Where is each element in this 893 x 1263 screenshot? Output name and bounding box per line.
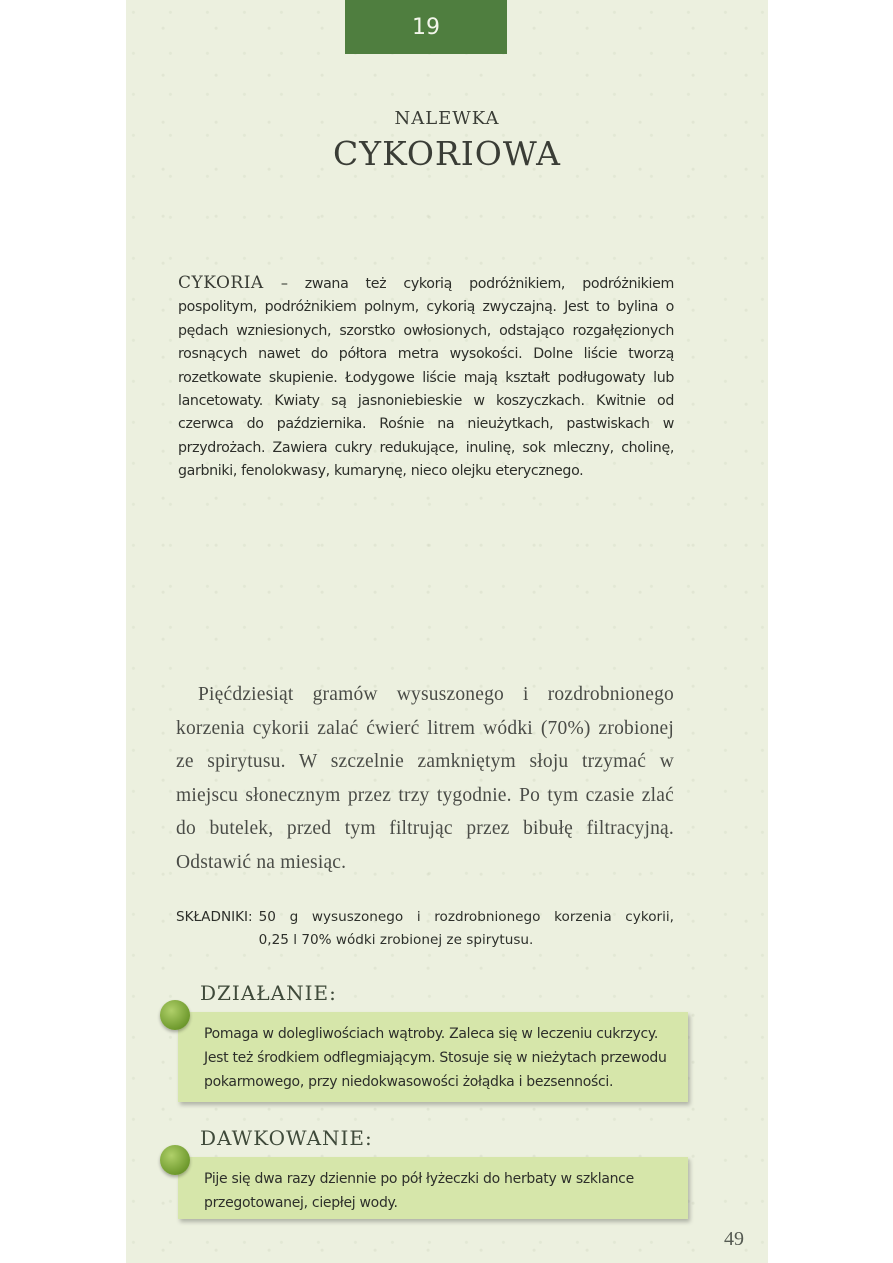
ingredients-line-2: 0,25 l 70% wódki zrobionej ze spirytusu. (258, 932, 534, 948)
ingredients (176, 906, 674, 952)
plant-description (178, 272, 674, 484)
dosage-box (178, 1157, 688, 1219)
recipe-number-tab: 19 (345, 0, 507, 54)
action-text: Pomaga w dolegliwościach wątroby. Zaleca się w leczeniu cukrzycy. Jest też środkiem odflegmiającym. Stosuje się w nieżytach przewodu pokarmowego, przy niedokwasowości żołądka i bezsenności. (204, 1026, 667, 1090)
dosage-heading: DAWKOWANIE: (200, 1126, 373, 1150)
action-heading: DZIAŁANIE: (200, 981, 337, 1005)
plant-name: CYKORIA (178, 273, 264, 293)
ingredients-label: SKŁADNIKI: (176, 909, 253, 925)
action-box (178, 1012, 688, 1102)
recipe-title: CYKORIOWA (333, 134, 561, 173)
preparation-method: Pięćdziesiąt gramów wysuszonego i rozdrobnionego korzenia cykorii zalać ćwierć litrem wódki (70%) zrobionej ze spirytusu. W szczelnie zamkniętym słoju trzymać w miejscu słonecznym przez trzy tygodnie. Po tym czasie zlać do butelek, przed tym filtrując przez bibułę filtracyjną. Odstawić na miesiąc. (176, 684, 674, 873)
action-bullet-icon (160, 1000, 190, 1030)
dosage-bullet-icon (160, 1145, 190, 1175)
dosage-text: Pije się dwa razy dziennie po pół łyżeczki do herbaty w szklance przegotowanej, ciepłej wody. (204, 1171, 634, 1211)
ingredients-line-1: 50 g wysuszonego i rozdrobnionego korzenia cykorii, (258, 909, 674, 925)
plant-description-text: – zwana też cykorią podróżnikiem, podróżnikiem pospolitym, podróżnikiem polnym, cykorią zwyczajną. Jest to bylina o pędach wzniesionych, szorstko owłosionych, odstająco rozgałęzionych rosnących nawet do półtora metra wysokości. Dolne liście tworzą rozetkowate skupienie. Łodygowe liście mają kształt podługowaty lub lancetowaty. Kwiaty są jasnoniebieskie w koszyczkach. Kwitnie od czerwca do października. Rośnie na nieużytkach, pastwiskach w przydrożach. Zawiera cukry redukujące, inulinę, sok mleczny, cholinę, garbniki, fenolokwasy, kumarynę, nieco olejku eterycznego. (178, 276, 674, 480)
page-number: 49 (724, 1228, 744, 1250)
recipe-kicker: NALEWKA (394, 108, 500, 129)
book-page (126, 0, 768, 1263)
